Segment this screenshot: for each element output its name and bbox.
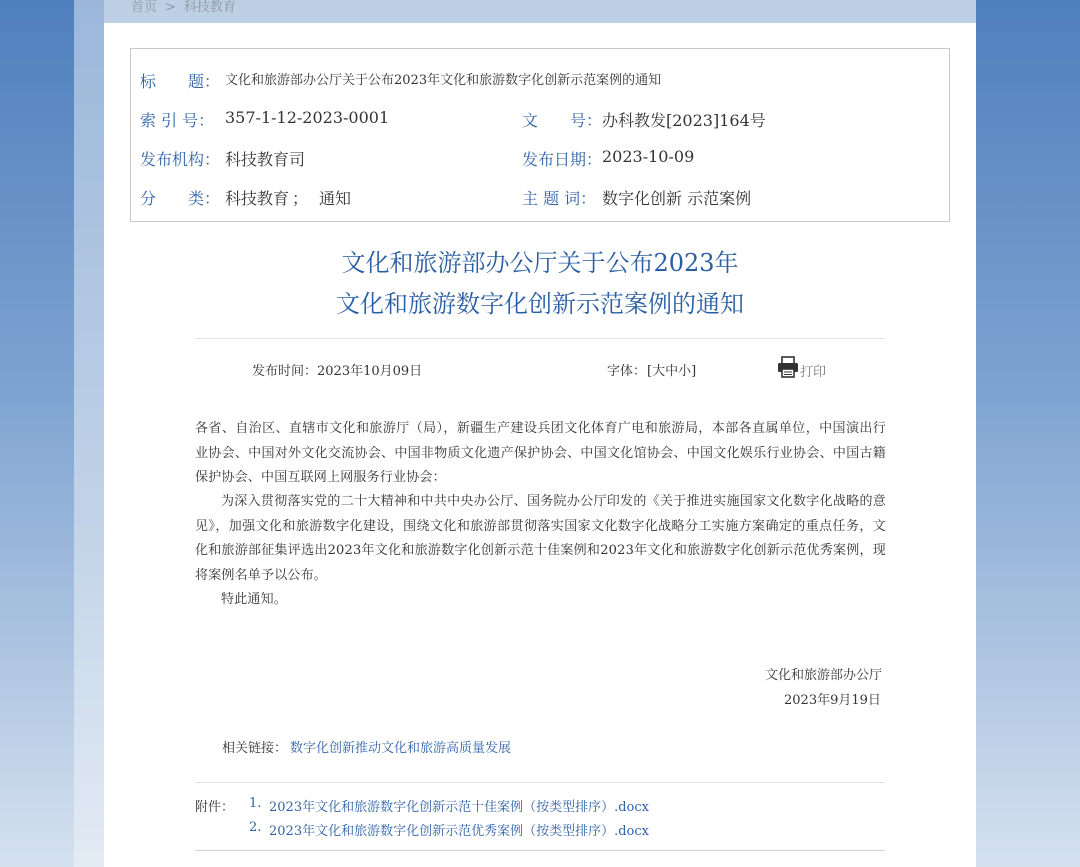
breadcrumb	[131, 0, 236, 15]
attachments-divider-top	[195, 782, 885, 783]
meta-issuer-label: 发布机构：	[140, 150, 221, 169]
print-button[interactable]: 打印	[800, 365, 827, 380]
page-background-left-inner	[74, 0, 104, 867]
paragraph-addressees: 各省、自治区、直辖市文化和旅游厅（局），新疆生产建设兵团文化体育广电和旅游局，本部各直属单位，中国演出行业协会、中国对外文化交流协会、中国非物质文化遗产保护协会、中国文化馆协会、中国文化娱乐行业协会、中国古籍保护协会、中国互联网上网服务行业协会：	[195, 421, 886, 485]
meta-title-value: 文化和旅游部办公厅关于公布2023年文化和旅游数字化创新示范案例的通知	[225, 73, 662, 88]
meta-category-value-1: 科技教育	[225, 189, 290, 208]
meta-date-label: 发布日期：	[522, 150, 603, 169]
title-divider	[195, 338, 885, 339]
page-background-right	[976, 0, 1080, 867]
attachments-label: 附件：	[195, 800, 235, 815]
attachment-1-link[interactable]: 2023年文化和旅游数字化创新示范十佳案例（按类型排序）.docx	[269, 800, 649, 815]
breadcrumb-current-link[interactable]: 科技教育	[183, 0, 236, 15]
attachment-2-link[interactable]: 2023年文化和旅游数字化创新示范优秀案例（按类型排序）.docx	[269, 824, 649, 839]
meta-category-separator: ；	[292, 189, 309, 208]
paragraph-closing: 特此通知。	[221, 592, 288, 607]
breadcrumb-home-link[interactable]: 首页	[131, 0, 158, 15]
publish-time: 发布时间：2023年10月09日	[252, 364, 423, 379]
article-title-line-1: 文化和旅游部办公厅关于公布2023年	[341, 249, 739, 277]
print-icon[interactable]	[777, 356, 799, 382]
meta-doc-no-value: 办科教发[2023]164号	[602, 111, 766, 130]
related-link[interactable]: 数字化创新推动文化和旅游高质量发展	[290, 741, 512, 756]
attachment-1-number: 1.	[249, 796, 262, 811]
paragraph-body: 为深入贯彻落实党的二十大精神和中共中央办公厅、国务院办公厅印发的《关于推进实施国家文化数字化战略的意见》，加强文化和旅游数字化建设，围绕文化和旅游部贯彻落实国家文化数字化战略分工实施方案确定的重点任务，文化和旅游部征集评选出2023年文化和旅游数字化创新示范十佳案例和2023年文化和旅游数字化创新示范优秀案例，现将案例名单予以公布。	[195, 494, 886, 583]
article-title-line-2: 文化和旅游数字化创新示范案例的通知	[336, 290, 744, 318]
meta-category-label: 分 类：	[140, 189, 221, 208]
related-link-label: 相关链接：	[222, 741, 288, 756]
meta-index-label: 索 引 号：	[140, 111, 215, 130]
breadcrumb-separator: >	[165, 0, 176, 15]
meta-index-value: 357-1-12-2023-0001	[225, 108, 390, 127]
document-metadata-box	[130, 48, 950, 222]
meta-topic-value: 数字化创新 示范案例	[602, 189, 752, 208]
meta-issuer-value: 科技教育司	[225, 150, 306, 169]
signature-organization: 文化和旅游部办公厅	[765, 668, 883, 683]
meta-topic-label: 主 题 词：	[522, 189, 597, 208]
attachments-divider-bottom	[195, 850, 885, 851]
font-size-label: 字体：	[607, 364, 647, 379]
meta-category-value-2: 通知	[319, 189, 352, 208]
meta-date-value: 2023-10-09	[602, 147, 695, 166]
attachment-2-number: 2.	[249, 820, 262, 835]
font-size-selector[interactable]: [大中小]	[647, 364, 697, 379]
meta-title-label: 标 题：	[140, 72, 221, 91]
signature-date: 2023年9月19日	[784, 693, 881, 708]
meta-doc-no-label: 文 号：	[522, 111, 603, 130]
main-content	[104, 23, 976, 867]
